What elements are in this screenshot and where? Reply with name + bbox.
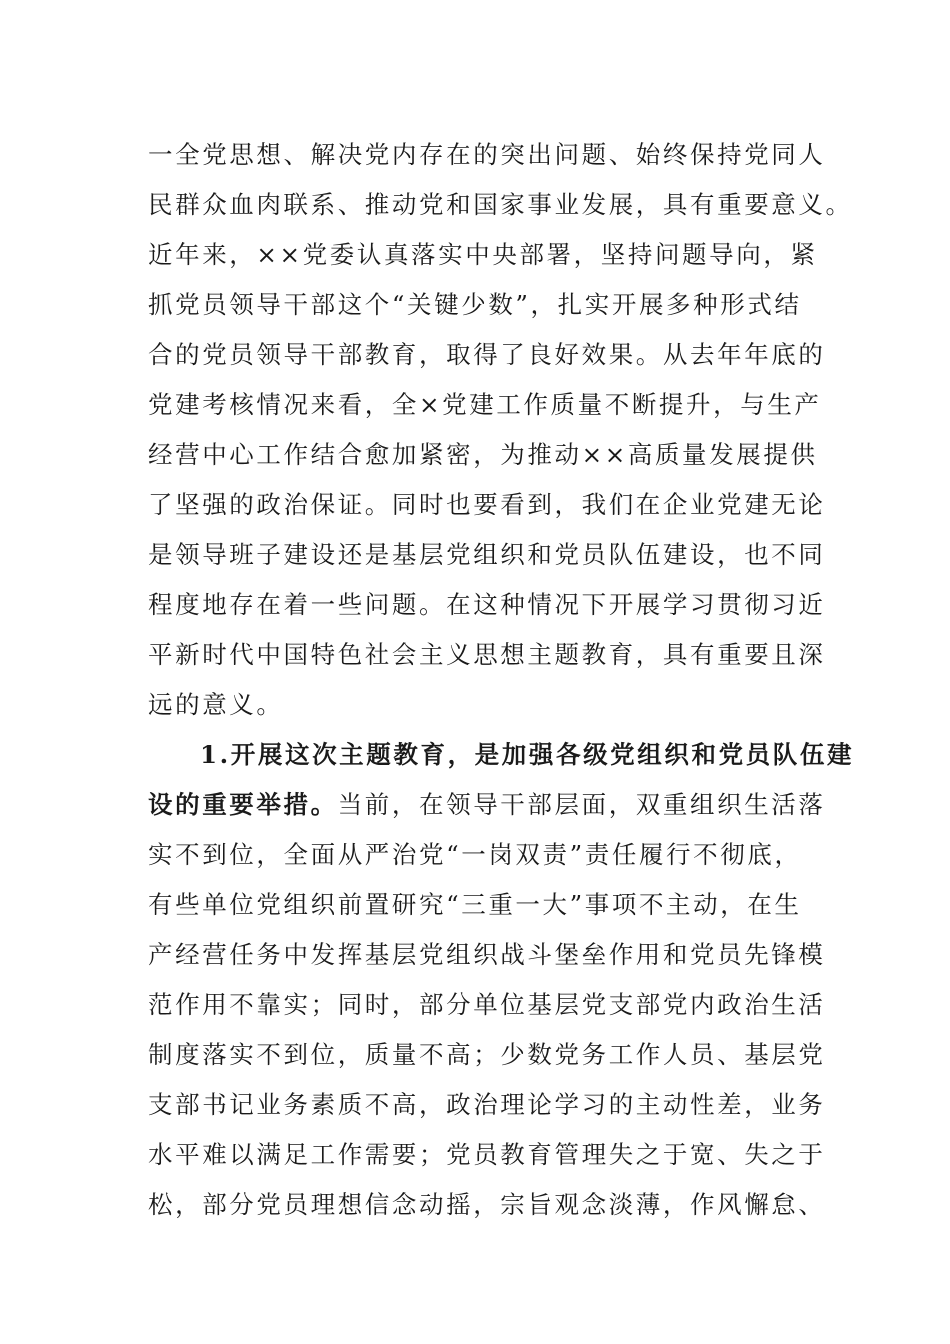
section-line: 产经营任务中发挥基层党组织战斗堡垒作用和党员先锋模 [148,940,826,969]
section-line: 制度落实不到位，质量不高；少数党务工作人员、基层党 [148,1040,826,1069]
section-line: 实不到位，全面从严治党“一岗双责”责任履行不彻底， [148,840,802,869]
section-heading-line: 1.开展这次主题教育，是加强各级党组织和党员队伍建 [200,740,855,769]
paragraph-line: 抓党员领导干部这个“关键少数”，扎实开展多种形式结 [148,290,802,319]
section-line: 水平难以满足工作需要；党员教育管理失之于宽、失之于 [148,1140,826,1169]
section-line: 松，部分党员理想信念动摇，宗旨观念淡薄，作风懈怠、 [148,1190,826,1219]
section-heading-end: 设的重要举措。 [148,790,338,819]
document-body [148,130,855,1230]
paragraph-line: 合的党员领导干部教育，取得了良好效果。从去年年底的 [148,340,826,369]
paragraph-line: 经营中心工作结合愈加紧密，为推动××高质量发展提供 [148,440,818,469]
paragraph-line: 了坚强的政治保证。同时也要看到，我们在企业党建无论 [148,490,826,519]
paragraph-line: 一全党思想、解决党内存在的突出问题、始终保持党同人 [148,140,826,169]
paragraph-line: 程度地存在着一些问题。在这种情况下开展学习贯彻习近 [148,590,826,619]
paragraph-line: 是领导班子建设还是基层党组织和党员队伍建设，也不同 [148,540,826,569]
paragraph-line: 党建考核情况来看，全×党建工作质量不断提升，与生产 [148,390,822,419]
section-text-start: 当前，在领导干部层面，双重组织生活落 [337,790,826,819]
section-line: 有些单位党组织前置研究“三重一大”事项不主动，在生 [148,890,802,919]
paragraph-line: 远的意义。 [148,690,284,719]
section-line: 范作用不靠实；同时，部分单位基层党支部党内政治生活 [148,990,826,1019]
paragraph-line: 平新时代中国特色社会主义思想主题教育，具有重要且深 [148,640,826,669]
section-line: 支部书记业务素质不高，政治理论学习的主动性差，业务 [148,1090,826,1119]
paragraph-line: 近年来，××党委认真落实中央部署，坚持问题导向，紧 [148,240,818,269]
paragraph-line: 民群众血肉联系、推动党和国家事业发展，具有重要意义。 [148,190,853,219]
section-heading-continuation [148,780,826,830]
